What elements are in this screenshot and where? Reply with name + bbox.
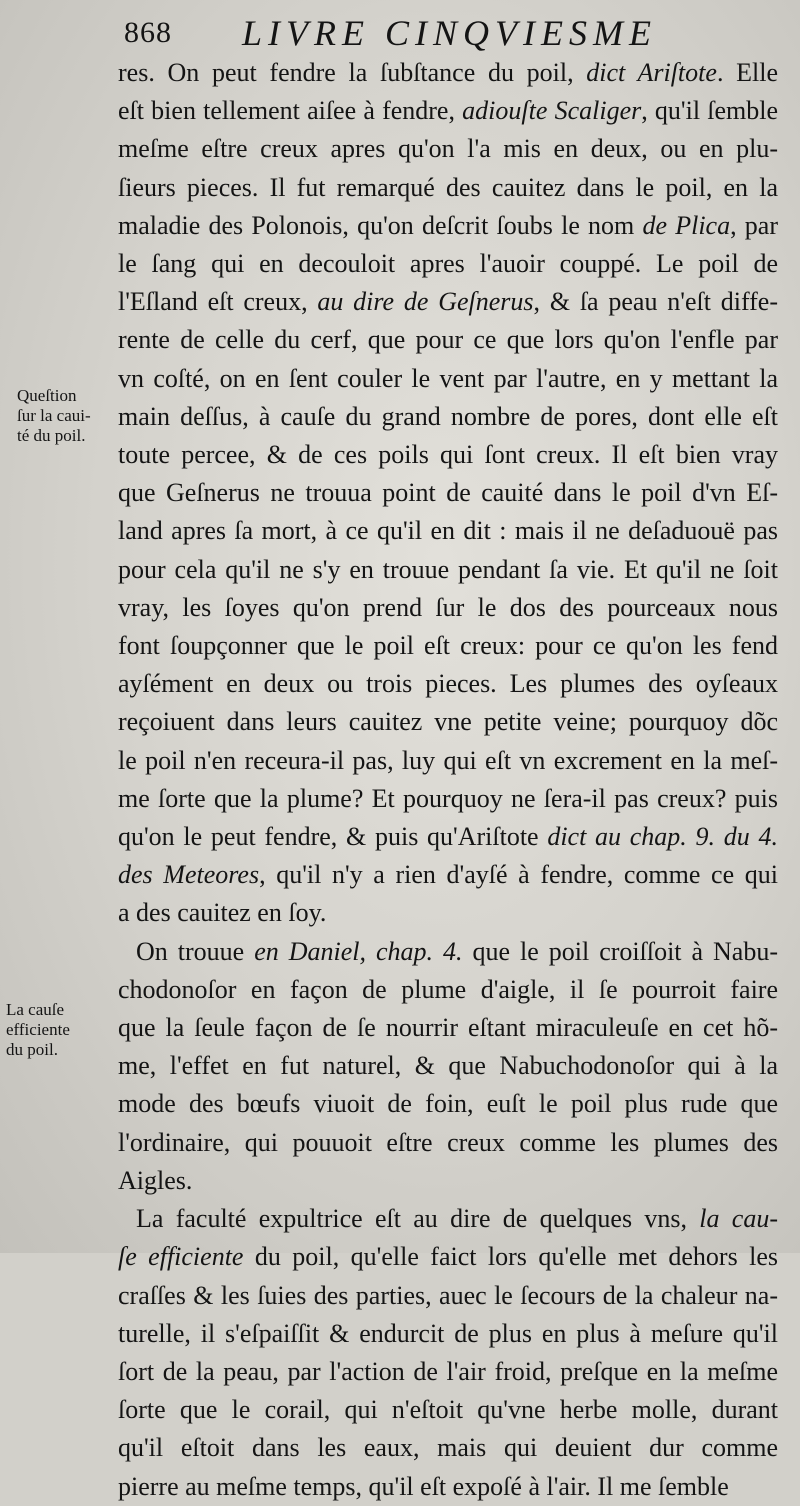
text-run: vn coſté, on en ſent couler le vent par l'autre, en y mettant la bbox=[118, 363, 778, 393]
page-header bbox=[118, 14, 798, 54]
margin-note-line: ſur la caui- bbox=[17, 406, 91, 425]
running-title: LIVRE CINQVIESME bbox=[242, 13, 657, 53]
margin-note-line: du poil. bbox=[6, 1040, 58, 1059]
italic-citation: dict au chap. 9. du 4. bbox=[547, 822, 778, 852]
text-line bbox=[118, 627, 778, 665]
text-run: mode des bœufs viuoit de foin, euſt le poil plus rude que bbox=[118, 1089, 778, 1119]
text-run: font ſoupçonner que le poil eſt creux: pour ce qu'on les fend bbox=[118, 631, 778, 661]
text-line bbox=[118, 1238, 778, 1276]
italic-citation: adiouſte Scaliger bbox=[462, 96, 642, 126]
margin-note-cause bbox=[6, 1000, 70, 1060]
text-run: le ſang qui en decouloit apres l'auoir couppé. Le poil de bbox=[118, 249, 778, 279]
page-number: 868 bbox=[124, 16, 172, 49]
text-run: chodonoſor en façon de plume d'aigle, il ſe pourroit faire bbox=[118, 974, 778, 1004]
text-line bbox=[118, 856, 778, 894]
text-run: l'Eſland eſt creux, bbox=[118, 287, 318, 317]
text-run: ſort de la peau, par l'action de l'air froid, preſque en la meſme bbox=[118, 1356, 778, 1386]
margin-note-line: Queſtion bbox=[17, 386, 77, 405]
text-run: . Elle bbox=[716, 58, 778, 87]
text-line bbox=[118, 283, 778, 321]
text-run: me ſorte que la plume? Et pourquoy ne ſera-il pas creux? puis bbox=[118, 783, 778, 813]
text-run: ayſément en deux ou trois pieces. Les plumes des oyſeaux bbox=[118, 669, 778, 699]
italic-citation: la cau- bbox=[699, 1204, 778, 1234]
margin-note-line: té du poil. bbox=[17, 426, 86, 445]
text-run: le poil n'en receura-il pas, luy qui eſt vn excrement en la meſ- bbox=[118, 745, 778, 775]
italic-citation: au dire de Geſnerus bbox=[317, 287, 534, 317]
text-run: que la ſeule façon de ſe nourrir eſtant miraculeuſe en cet hõ- bbox=[118, 1013, 778, 1043]
text-run: ſorte que le corail, qui n'eſtoit qu'vne herbe molle, durant bbox=[118, 1395, 778, 1425]
text-run: pour cela qu'il ne s'y en trouue pendant ſa vie. Et qu'il ne ſoit bbox=[118, 554, 778, 584]
text-line bbox=[118, 130, 778, 168]
text-line bbox=[118, 436, 778, 474]
text-run: land apres ſa mort, à ce qu'il en dit : mais il ne deſaduouë pas bbox=[118, 516, 778, 546]
text-line bbox=[118, 1315, 778, 1353]
italic-citation: en Daniel, chap. 4. bbox=[254, 936, 463, 966]
text-line bbox=[118, 360, 778, 398]
text-run: , qu'il ſemble bbox=[641, 96, 779, 126]
text-line bbox=[118, 321, 778, 359]
margin-note-question bbox=[17, 386, 91, 446]
text-run: qu'il eſtoit dans les eaux, mais qui deuient dur comme bbox=[118, 1433, 778, 1463]
text-run: l'ordinaire, qui pouuoit eſtre creux comme les plumes des bbox=[118, 1127, 778, 1157]
text-line bbox=[118, 398, 778, 436]
text-line bbox=[118, 169, 778, 207]
text-run: main deſſus, à cauſe du grand nombre de pores, dont elle eſt bbox=[118, 401, 778, 431]
text-run: , & ſa peau n'eſt diffe- bbox=[533, 287, 778, 317]
text-line bbox=[118, 207, 778, 245]
text-run: Aigles. bbox=[118, 1165, 193, 1195]
italic-citation: de Plica bbox=[642, 210, 731, 240]
text-line bbox=[118, 1047, 778, 1085]
body-text bbox=[118, 54, 778, 1506]
text-run: rente de celle du cerf, que pour ce que lors qu'on l'enfle par bbox=[118, 325, 778, 355]
text-line bbox=[118, 1162, 778, 1200]
text-line bbox=[118, 1085, 778, 1123]
margin-note-line: La cauſe bbox=[6, 1000, 65, 1019]
text-line bbox=[118, 1429, 778, 1467]
text-run: me, l'effet en fut naturel, & que Nabuchodonoſor qui à la bbox=[118, 1051, 778, 1081]
text-run: , qu'il n'y a rien d'ayſé à fendre, comme ce qui bbox=[259, 860, 778, 890]
text-line bbox=[118, 1353, 778, 1391]
text-run: maladie des Polonois, qu'on deſcrit ſoubs le nom bbox=[118, 210, 643, 240]
text-line bbox=[118, 1124, 778, 1162]
italic-citation: ſe efficiente bbox=[118, 1242, 244, 1272]
text-run: qu'on le peut fendre, & puis qu'Ariſtote bbox=[118, 822, 548, 852]
text-line bbox=[118, 1468, 778, 1506]
text-run: du poil, qu'elle faict lors qu'elle met dehors les bbox=[243, 1242, 778, 1272]
text-run: pierre au meſme temps, qu'il eſt expoſé à l'air. Il me ſemble bbox=[118, 1471, 729, 1501]
text-line bbox=[118, 551, 778, 589]
text-line bbox=[118, 933, 778, 971]
text-run: meſme eſtre creux apres qu'on l'a mis en deux, ou en plu- bbox=[118, 134, 778, 164]
text-run: eſt bien tellement aiſee à fendre, bbox=[118, 96, 463, 126]
text-line bbox=[118, 54, 778, 92]
text-line bbox=[118, 512, 778, 550]
italic-citation: des Meteores bbox=[118, 860, 260, 890]
text-run: que le poil croiſſoit à Nabu- bbox=[462, 936, 779, 966]
text-run: On trouue bbox=[136, 936, 255, 966]
text-line bbox=[118, 665, 778, 703]
text-run: La faculté expultrice eſt au dire de quelques vns, bbox=[136, 1204, 700, 1234]
text-line bbox=[118, 1277, 778, 1315]
text-line bbox=[118, 92, 778, 130]
text-line bbox=[118, 474, 778, 512]
text-run: toute percee, & de ces poils qui ſont creux. Il eſt bien vray bbox=[118, 440, 778, 470]
text-run: vray, les ſoyes qu'on prend ſur le dos des pourceaux nous bbox=[118, 592, 778, 622]
text-line bbox=[118, 1200, 778, 1238]
text-run: , par bbox=[730, 210, 778, 240]
text-line bbox=[118, 742, 778, 780]
text-line bbox=[118, 245, 778, 283]
text-run: craſſes & les ſuies des parties, auec le ſecours de la chaleur na- bbox=[118, 1280, 778, 1310]
text-line bbox=[118, 703, 778, 741]
text-run: turelle, il s'eſpaiſſit & endurcit de plus en plus à meſure qu'il bbox=[118, 1318, 778, 1348]
margin-note-line: efficiente bbox=[6, 1020, 70, 1039]
text-run: ſieurs pieces. Il fut remarqué des cauitez dans le poil, en la bbox=[118, 172, 778, 202]
text-run: a des cauitez en ſoy. bbox=[118, 898, 327, 928]
text-line bbox=[118, 1391, 778, 1429]
text-run: que Geſnerus ne trouua point de cauité dans le poil d'vn Eſ- bbox=[118, 478, 778, 508]
text-line bbox=[118, 971, 778, 1009]
text-line bbox=[118, 589, 778, 627]
text-line bbox=[118, 894, 778, 932]
text-line bbox=[118, 780, 778, 818]
text-line bbox=[118, 818, 778, 856]
text-run: res. On peut fendre la ſubſtance du poil, bbox=[118, 58, 587, 87]
italic-citation: dict Ariſtote bbox=[586, 58, 717, 87]
text-line bbox=[118, 1009, 778, 1047]
text-run: reçoiuent dans leurs cauitez vne petite veine; pourquoy dõc bbox=[118, 707, 778, 737]
